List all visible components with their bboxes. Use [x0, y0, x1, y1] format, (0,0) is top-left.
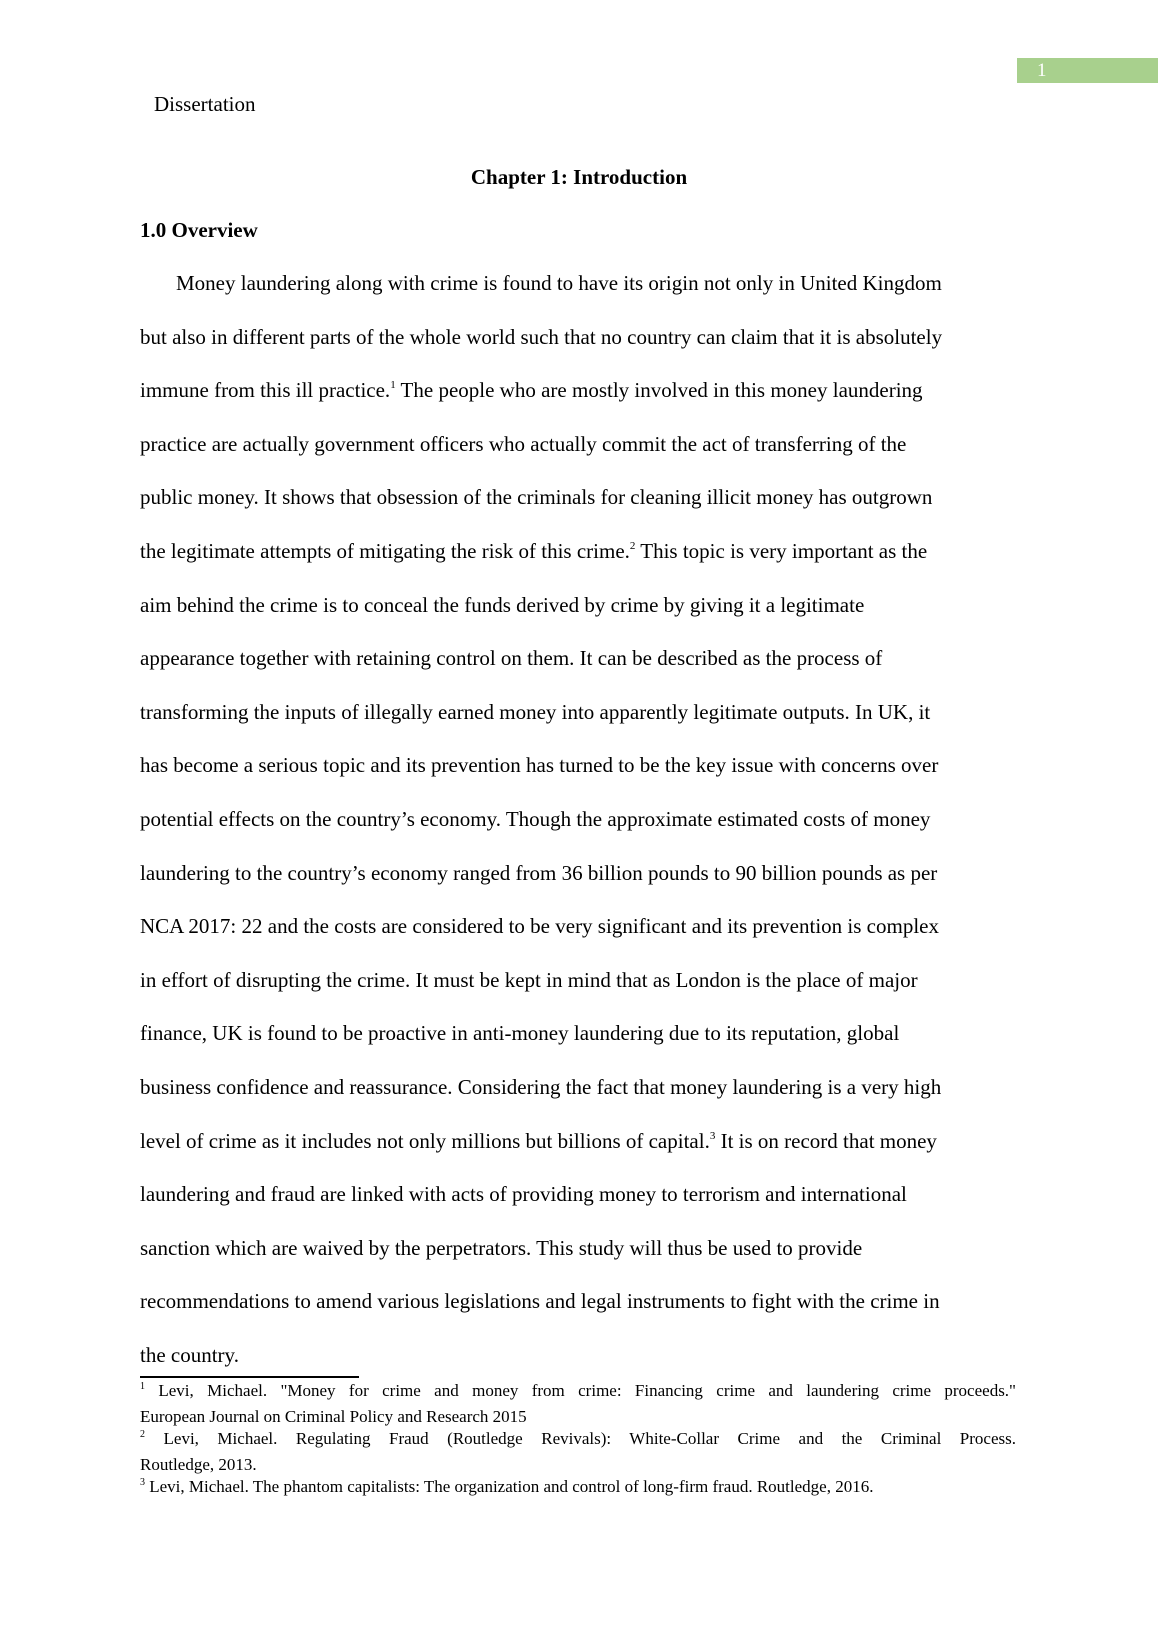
body-line: in effort of disrupting the crime. It must be kept in mind that as London is the place of major [140, 967, 918, 992]
footnote-1: $^1$ Levi, Michael. "Money for crime and money from crime: Financing crime and laundering crime proceeds." [140, 1381, 1016, 1400]
footnote-ref-1[interactable]: 1 [390, 379, 396, 392]
body-line: practice are actually government officers who actually commit the act of transferring of the [140, 431, 907, 456]
footnote-marker: 1 [140, 1381, 145, 1392]
body-line: recommendations to amend various legislations and legal instruments to fight with the crime in [140, 1289, 940, 1314]
footnote-marker: 3 [140, 1477, 145, 1488]
body-line: NCA 2017: 22 and the costs are considered to be very significant and its prevention is complex [140, 914, 939, 939]
footnote-2: $^2$ Levi, Michael. Regulating Fraud (Routledge Revivals): White-Collar Crime and the Criminal Process. [140, 1429, 1016, 1448]
body-line: has become a serious topic and its prevention has turned to be the key issue with concerns over [140, 753, 939, 778]
footnote-1-continued: European Journal on Criminal Policy and Research 2015 [140, 1406, 527, 1426]
body-line: aim behind the crime is to conceal the funds derived by crime by giving it a legitimate [140, 592, 865, 617]
body-line: business confidence and reassurance. Considering the fact that money laundering is a very high [140, 1074, 942, 1099]
body-paragraph [140, 267, 1040, 1392]
body-line: public money. It shows that obsession of the criminals for cleaning illicit money has outgrown [140, 485, 933, 510]
section-heading: 1.0 Overview [140, 218, 258, 242]
footnote-separator [140, 1376, 359, 1378]
running-head: Dissertation [154, 92, 256, 116]
footnote-2-continued: Routledge, 2013. [140, 1454, 257, 1474]
body-line: laundering and fraud are linked with acts of providing money to terrorism and international [140, 1182, 907, 1207]
body-line: finance, UK is found to be proactive in anti-money laundering due to its reputation, global [140, 1021, 900, 1046]
body-line: transforming the inputs of illegally earned money into apparently legitimate outputs. In UK, it [140, 699, 931, 724]
body-line: immune from this ill practice.$^1$ The people who are mostly involved in this money laundering [140, 378, 923, 403]
body-line: but also in different parts of the whole world such that no country can claim that it is absolutely [140, 324, 943, 349]
body-line: sanction which are waived by the perpetrators. This study will thus be used to provide [140, 1235, 863, 1260]
body-line: laundering to the country’s economy ranged from 36 billion pounds to 90 billion pounds as per [140, 860, 938, 885]
footnote-3: $^3$ Levi, Michael. The phantom capitalists: The organization and control of long-firm fraud. Routledge, 2016. [140, 1477, 874, 1496]
body-line: Money laundering along with crime is found to have its origin not only in United Kingdom [176, 271, 942, 295]
page-number-bar [1017, 58, 1158, 83]
footnote-marker: 2 [140, 1429, 145, 1440]
body-line: the legitimate attempts of mitigating the risk of this crime.$^2$ This topic is very important as the [140, 538, 928, 563]
body-line: the country. [140, 1342, 239, 1367]
body-line: appearance together with retaining control on them. It can be described as the process of [140, 646, 883, 671]
footnote-ref-2[interactable]: 2 [629, 539, 636, 552]
footnote-ref-3[interactable]: 3 [709, 1129, 716, 1142]
chapter-title: Chapter 1: Introduction [470, 165, 688, 189]
body-line: level of crime as it includes not only millions but billions of capital.$^3$ It is on record that money [140, 1128, 937, 1153]
page-number: 1 [1037, 60, 1047, 81]
body-line: potential effects on the country’s economy. Though the approximate estimated costs of money [140, 806, 931, 831]
footnotes [140, 1380, 1016, 1502]
